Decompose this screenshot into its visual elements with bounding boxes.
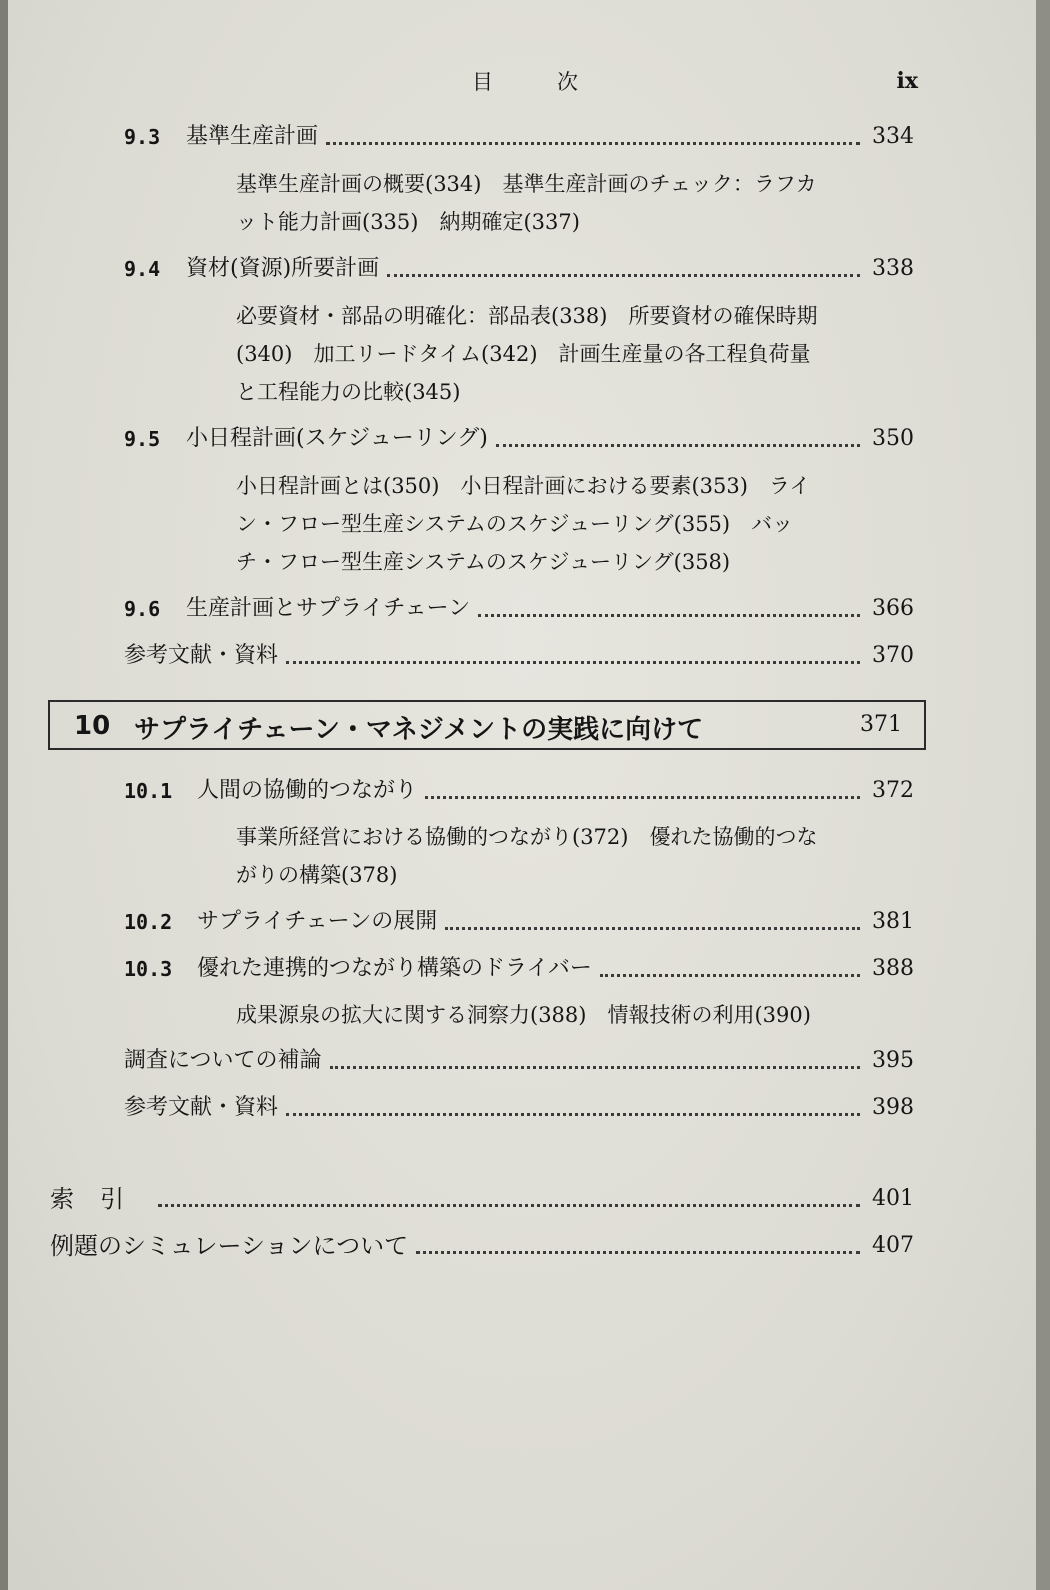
toc-entry-9-6[interactable] (124, 590, 914, 624)
subtopic-line: 基準生産計画の概要(334) 基準生産計画のチェック：ラフカ (236, 172, 817, 196)
section-title: 資材(資源)所要計画 (186, 256, 380, 281)
page-number: 398 (872, 1095, 914, 1120)
page-number: 395 (872, 1048, 914, 1073)
dot-leader (387, 274, 860, 277)
section-title: 例題のシミュレーションについて (50, 1232, 409, 1260)
section-subtopics-9-3 (236, 165, 817, 241)
subtopic-line: チ・フロー型生産システムのスケジューリング(358) (236, 550, 731, 574)
section-number: 10.2 (124, 910, 173, 934)
section-title: 調査についての補論 (124, 1048, 322, 1073)
chapter-title: サプライチェーン・マネジメントの実践に向けて (134, 715, 704, 745)
section-title: 基準生産計画 (186, 124, 319, 149)
toc-entry-9-3[interactable] (124, 118, 914, 152)
page-number: 366 (872, 596, 914, 621)
page-number: 370 (872, 643, 914, 668)
dot-leader (478, 614, 860, 617)
section-number: 9.4 (124, 257, 161, 281)
page-number: 350 (872, 426, 914, 451)
section-number: 9.3 (124, 125, 161, 149)
toc-entry-9-4[interactable] (124, 250, 914, 284)
dot-leader (416, 1251, 860, 1254)
dot-leader (286, 1113, 860, 1116)
subtopic-line: ン・フロー型生産システムのスケジューリング(355) バッ (236, 512, 794, 536)
page-number: 372 (872, 778, 914, 803)
toc-entry-references-ch9[interactable] (124, 637, 914, 671)
section-title: 生産計画とサプライチェーン (186, 596, 471, 621)
dot-leader (326, 142, 860, 145)
running-header-title: 目次 (472, 70, 642, 94)
dot-leader (158, 1204, 860, 1207)
toc-entry-survey-supplement[interactable] (124, 1042, 914, 1076)
toc-chapter-10[interactable] (48, 700, 926, 750)
section-title: 優れた連携的つながり構築のドライバー (197, 956, 592, 981)
dot-leader (600, 974, 860, 977)
subtopic-line: 事業所経営における協働的つながり(372) 優れた協働的つな (236, 825, 818, 849)
toc-entry-index[interactable] (50, 1180, 914, 1214)
section-title: 小日程計画(スケジューリング) (186, 426, 488, 451)
page-number: 388 (872, 956, 914, 981)
toc-entry-10-2[interactable] (124, 903, 914, 937)
subtopic-line: 成果源泉の拡大に関する洞察力(388) 情報技術の利用(390) (236, 1003, 811, 1027)
dot-leader (330, 1066, 860, 1069)
toc-entry-references-ch10[interactable] (124, 1089, 914, 1123)
page-number: 407 (872, 1233, 914, 1258)
subtopic-line: と工程能力の比較(345) (236, 380, 461, 404)
dot-leader (445, 927, 860, 930)
section-title: 参考文献・資料 (124, 1095, 279, 1120)
section-number: 9.6 (124, 597, 161, 621)
subtopic-line: 必要資材・部品の明確化：部品表(338) 所要資材の確保時期 (236, 304, 818, 328)
section-subtopics-9-5 (236, 467, 810, 581)
page-number: 338 (872, 256, 914, 281)
page-number: 381 (872, 909, 914, 934)
section-title: 索引 (50, 1185, 150, 1213)
running-header-page-number: ix (896, 68, 918, 94)
subtopic-line: がりの構築(378) (236, 863, 398, 887)
dot-leader (425, 796, 860, 799)
section-subtopics-10-1 (236, 818, 817, 894)
section-subtopics-10-3 (236, 996, 811, 1034)
page-edge-shadow-right (1036, 0, 1050, 1590)
page-number: 401 (872, 1186, 914, 1211)
section-subtopics-9-4 (236, 297, 817, 411)
toc-entry-9-5[interactable] (124, 420, 914, 454)
subtopic-line: ット能力計画(335) 納期確定(337) (236, 210, 580, 234)
section-title: 人間の協働的つながり (197, 778, 418, 803)
dot-leader (496, 444, 860, 447)
section-title: サプライチェーンの展開 (197, 909, 438, 934)
section-number: 10.1 (124, 779, 173, 803)
section-number: 10.3 (124, 957, 173, 981)
subtopic-line: (340) 加工リードタイム(342) 計画生産量の各工程負荷量 (236, 342, 811, 366)
page-edge-shadow-left (0, 0, 8, 1590)
page-number: 371 (860, 712, 902, 737)
subtopic-line: 小日程計画とは(350) 小日程計画における要素(353) ライ (236, 474, 811, 498)
toc-entry-simulation-examples[interactable] (50, 1227, 914, 1261)
dot-leader (286, 661, 860, 664)
chapter-number: 10 (74, 711, 111, 741)
section-number: 9.5 (124, 427, 161, 451)
toc-entry-10-1[interactable] (124, 772, 914, 806)
section-title: 参考文献・資料 (124, 643, 279, 668)
page-number: 334 (872, 124, 914, 149)
toc-entry-10-3[interactable] (124, 950, 914, 984)
